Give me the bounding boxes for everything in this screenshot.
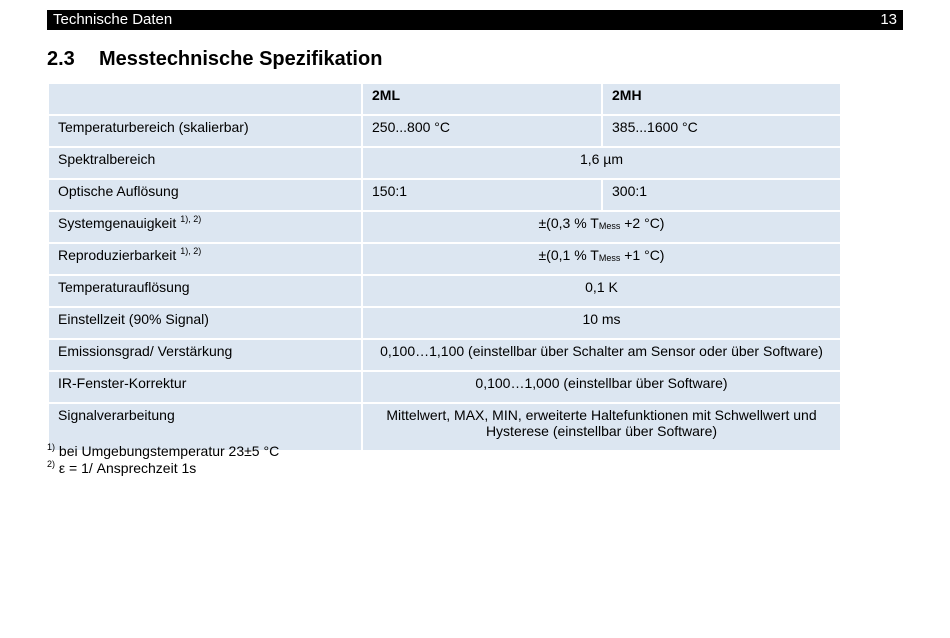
cell-value bbox=[362, 211, 841, 243]
section-title: Messtechnische Spezifikation bbox=[99, 48, 383, 70]
row-label: Emissionsgrad/ Verstärkung bbox=[48, 339, 362, 371]
table-row bbox=[48, 211, 841, 243]
header-title: Technische Daten bbox=[53, 11, 173, 28]
section-number: 2.3 bbox=[47, 48, 75, 70]
cell-value: 250...800 °C bbox=[362, 115, 602, 147]
footnote-text: ε = 1/ Ansprechzeit 1s bbox=[55, 460, 197, 476]
cell-value: 0,100…1,000 (einstellbar über Software) bbox=[362, 371, 841, 403]
footnote bbox=[47, 443, 279, 460]
footnote-ref: 1), 2) bbox=[180, 214, 202, 224]
row-label: Einstellzeit (90% Signal) bbox=[48, 307, 362, 339]
value-post: +1 °C) bbox=[620, 247, 665, 263]
value-line-2: Hysterese (einstellbar über Software) bbox=[485, 423, 718, 439]
table-row bbox=[48, 275, 841, 307]
cell-value bbox=[362, 403, 841, 451]
row-label-text: Reproduzierbarkeit bbox=[58, 247, 177, 263]
footnote-marker: 2) bbox=[47, 459, 56, 469]
row-label: Temperaturauflösung bbox=[48, 275, 362, 307]
footnote-ref: 1), 2) bbox=[180, 246, 202, 256]
row-label: Optische Auflösung bbox=[48, 179, 362, 211]
row-label: Signalverarbeitung bbox=[48, 403, 362, 451]
header-cell-2ml: 2ML bbox=[362, 83, 602, 115]
footnote bbox=[47, 460, 279, 477]
header-cell-2mh: 2MH bbox=[602, 83, 841, 115]
value-line-1: Mittelwert, MAX, MIN, erweiterte Haltefunktionen mit Schwellwert und bbox=[386, 407, 817, 423]
row-label: Spektralbereich bbox=[48, 147, 362, 179]
table-row bbox=[48, 115, 841, 147]
table-row bbox=[48, 179, 841, 211]
spec-table bbox=[47, 82, 842, 452]
table-row bbox=[48, 147, 841, 179]
cell-value: 385...1600 °C bbox=[602, 115, 841, 147]
row-label: Temperaturbereich (skalierbar) bbox=[48, 115, 362, 147]
row-label bbox=[48, 211, 362, 243]
cell-value bbox=[362, 243, 841, 275]
table-row bbox=[48, 339, 841, 371]
row-label bbox=[48, 243, 362, 275]
value-pre: ±(0,3 % T bbox=[538, 215, 599, 231]
cell-value: 1,6 µm bbox=[362, 147, 841, 179]
table-row bbox=[48, 243, 841, 275]
value-sub: Mess bbox=[598, 221, 621, 231]
page-number: 13 bbox=[880, 11, 897, 28]
value-post: +2 °C) bbox=[620, 215, 665, 231]
header-cell-empty bbox=[48, 83, 362, 115]
cell-value: 10 ms bbox=[362, 307, 841, 339]
row-label: IR-Fenster-Korrektur bbox=[48, 371, 362, 403]
table-row bbox=[48, 307, 841, 339]
cell-value: 0,1 K bbox=[362, 275, 841, 307]
cell-value: 150:1 bbox=[362, 179, 602, 211]
table-row bbox=[48, 371, 841, 403]
footnote-text: bei Umgebungstemperatur 23±5 °C bbox=[55, 443, 280, 459]
table-header-row bbox=[48, 83, 841, 115]
section-heading bbox=[47, 46, 382, 72]
row-label-text: Systemgenauigkeit bbox=[58, 215, 177, 231]
cell-value: 0,100…1,100 (einstellbar über Schalter am Sensor oder über Software) bbox=[362, 339, 841, 371]
footnotes bbox=[47, 443, 279, 477]
cell-value: 300:1 bbox=[602, 179, 841, 211]
running-header bbox=[47, 10, 903, 30]
footnote-marker: 1) bbox=[47, 442, 56, 452]
value-pre: ±(0,1 % T bbox=[538, 247, 599, 263]
value-sub: Mess bbox=[598, 253, 621, 263]
